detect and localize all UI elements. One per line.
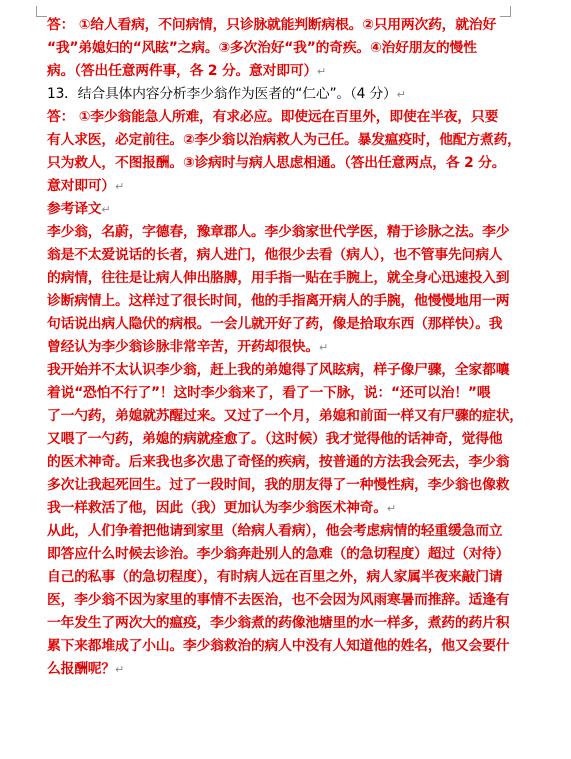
text-line	[47, 313, 503, 336]
text-line	[47, 566, 503, 589]
line-text: 么报酬呢？	[47, 661, 115, 677]
text-line	[47, 267, 510, 290]
text-line	[47, 405, 523, 428]
text-line	[47, 221, 510, 244]
line-text: 只为救人，不图报酬。③诊病时与病人思虑相通。（答出任意两点，各 2 分。	[47, 155, 506, 171]
line-text: 的病情，往往是让病人伸出胳膊，用手指一贴在手腕上，就全身心迅速投入到	[47, 270, 510, 286]
document-body	[47, 14, 523, 681]
line-text: 又喂了一勺药，弟媳的病就痊愈了。（这时候）我才觉得他的话神奇，觉得他	[47, 431, 503, 447]
line-text: 李少翁，名蔚，字德春，豫章郡人。李少翁家世代学医，精于诊脉之法。李少	[47, 224, 510, 240]
line-text: 病。（答出任意两件事，各 2 分。意对即可）	[47, 63, 318, 79]
line-text: 答： ①李少翁能急人所难，有求必应。即使远在百里外，即使在半夜，只要	[47, 109, 499, 125]
text-line	[47, 612, 510, 635]
line-text: 的医术神奇。后来我也多次患了奇怪的疾病，按普通的方法我会死去，李少翁	[47, 454, 510, 470]
text-line	[47, 428, 503, 451]
line-text: 从此，人们争着把他请到家里（给病人看病），他会考虑病情的轻重缓急而立	[47, 523, 503, 539]
text-line	[47, 658, 503, 681]
text-line	[47, 83, 503, 106]
line-text: 累下来都堆成了小山。李少翁救治的病人中没有人知道他的姓名，他又会要什	[47, 638, 510, 654]
line-text: 曾经认为李少翁诊脉非常辛苦，开药却很快。	[47, 339, 319, 355]
text-line	[47, 129, 521, 152]
text-line	[47, 520, 503, 543]
text-line	[47, 106, 503, 129]
paragraph-mark-icon: ↵	[114, 663, 125, 676]
text-line	[47, 290, 510, 313]
line-text: 我开始并不太认识李少翁，赶上我的弟媳得了风眩病，样子像尸骤，全家都嚷	[47, 362, 510, 378]
text-line	[47, 244, 503, 267]
paragraph-mark-icon: ↵	[114, 180, 125, 193]
text-line	[47, 543, 510, 566]
text-line	[47, 152, 506, 175]
line-text: “我”弟媳妇的“风眩”之病。③多次治好“我”的奇疾。④治好朋友的慢性	[47, 40, 477, 56]
text-line	[47, 474, 510, 497]
line-text: 我一样救活了他，因此（我）更加认为李少翁医术神奇。	[47, 500, 387, 516]
line-text: 着说“恐怕不行了”！这时李少翁来了，看了一下脉，说：“还可以治！”喂	[47, 385, 491, 401]
paragraph-mark-icon: ↵	[386, 502, 396, 515]
line-text: 翁是不太爱说话的长者，病人进门，他很少去看（病人），也不管事先问病人	[47, 247, 503, 263]
text-line	[47, 336, 503, 359]
line-text: 有人求医，必定前往。②李少翁以治病救人为己任。暴发瘟疫时，他配方煮药，	[47, 132, 521, 148]
line-text: 意对即可）	[47, 178, 115, 194]
paragraph-mark-icon: ↵	[101, 203, 111, 216]
line-text: 自己的私事（的急切程度），有时病人远在百里之外，病人家属半夜来敲门请	[47, 569, 503, 585]
text-line	[47, 14, 503, 37]
text-line	[47, 198, 503, 221]
text-line	[47, 382, 503, 405]
text-line	[47, 37, 503, 60]
line-text: 医，李少翁不因为家里的事情不去医治，也不会因为风雨寒暑而推辞。适逢有	[47, 592, 510, 608]
line-text: 即答应什么时候去诊治。李少翁奔赴别人的急难（的急切程度）超过（对待）	[47, 546, 510, 562]
line-text: 13．结合具体内容分析李少翁作为医者的“仁心”。（4 分）	[47, 86, 397, 102]
line-text: 一年发生了两次大的瘟疫，李少翁煮的药像池塘里的水一样多，煮药的药片积	[47, 615, 510, 631]
line-text: 参考译文	[47, 201, 102, 217]
text-line	[47, 589, 510, 612]
text-line	[47, 175, 503, 198]
line-text: 句话说出病人隐伏的病根。一会儿就开好了药，像是拾取东西（那样快）。我	[47, 316, 503, 332]
line-text: 诊断病情上。这样过了很长时间，他的手指离开病人的手腕，他慢慢地用一两	[47, 293, 510, 309]
paragraph-mark-icon: ↵	[317, 65, 327, 78]
text-line	[47, 359, 510, 382]
text-line	[47, 451, 510, 474]
text-line	[47, 60, 503, 83]
line-text: 多次让我起死回生。过了一段时间，我的朋友得了一种慢性病，李少翁也像救	[47, 477, 510, 493]
paragraph-mark-icon: ↵	[318, 341, 328, 354]
text-line	[47, 497, 503, 520]
text-line	[47, 635, 510, 658]
line-text: 答： ①给人看病，不问病情，只诊脉就能判断病根。②只用两次药，就治好	[47, 17, 497, 33]
paragraph-mark-icon: ↵	[396, 88, 406, 101]
line-text: 了一勺药，弟媳就苏醒过来。又过了一个月，弟媳和前面一样又有尸骤的症状，	[47, 408, 523, 424]
crop-mark-top-left	[36, 6, 47, 17]
